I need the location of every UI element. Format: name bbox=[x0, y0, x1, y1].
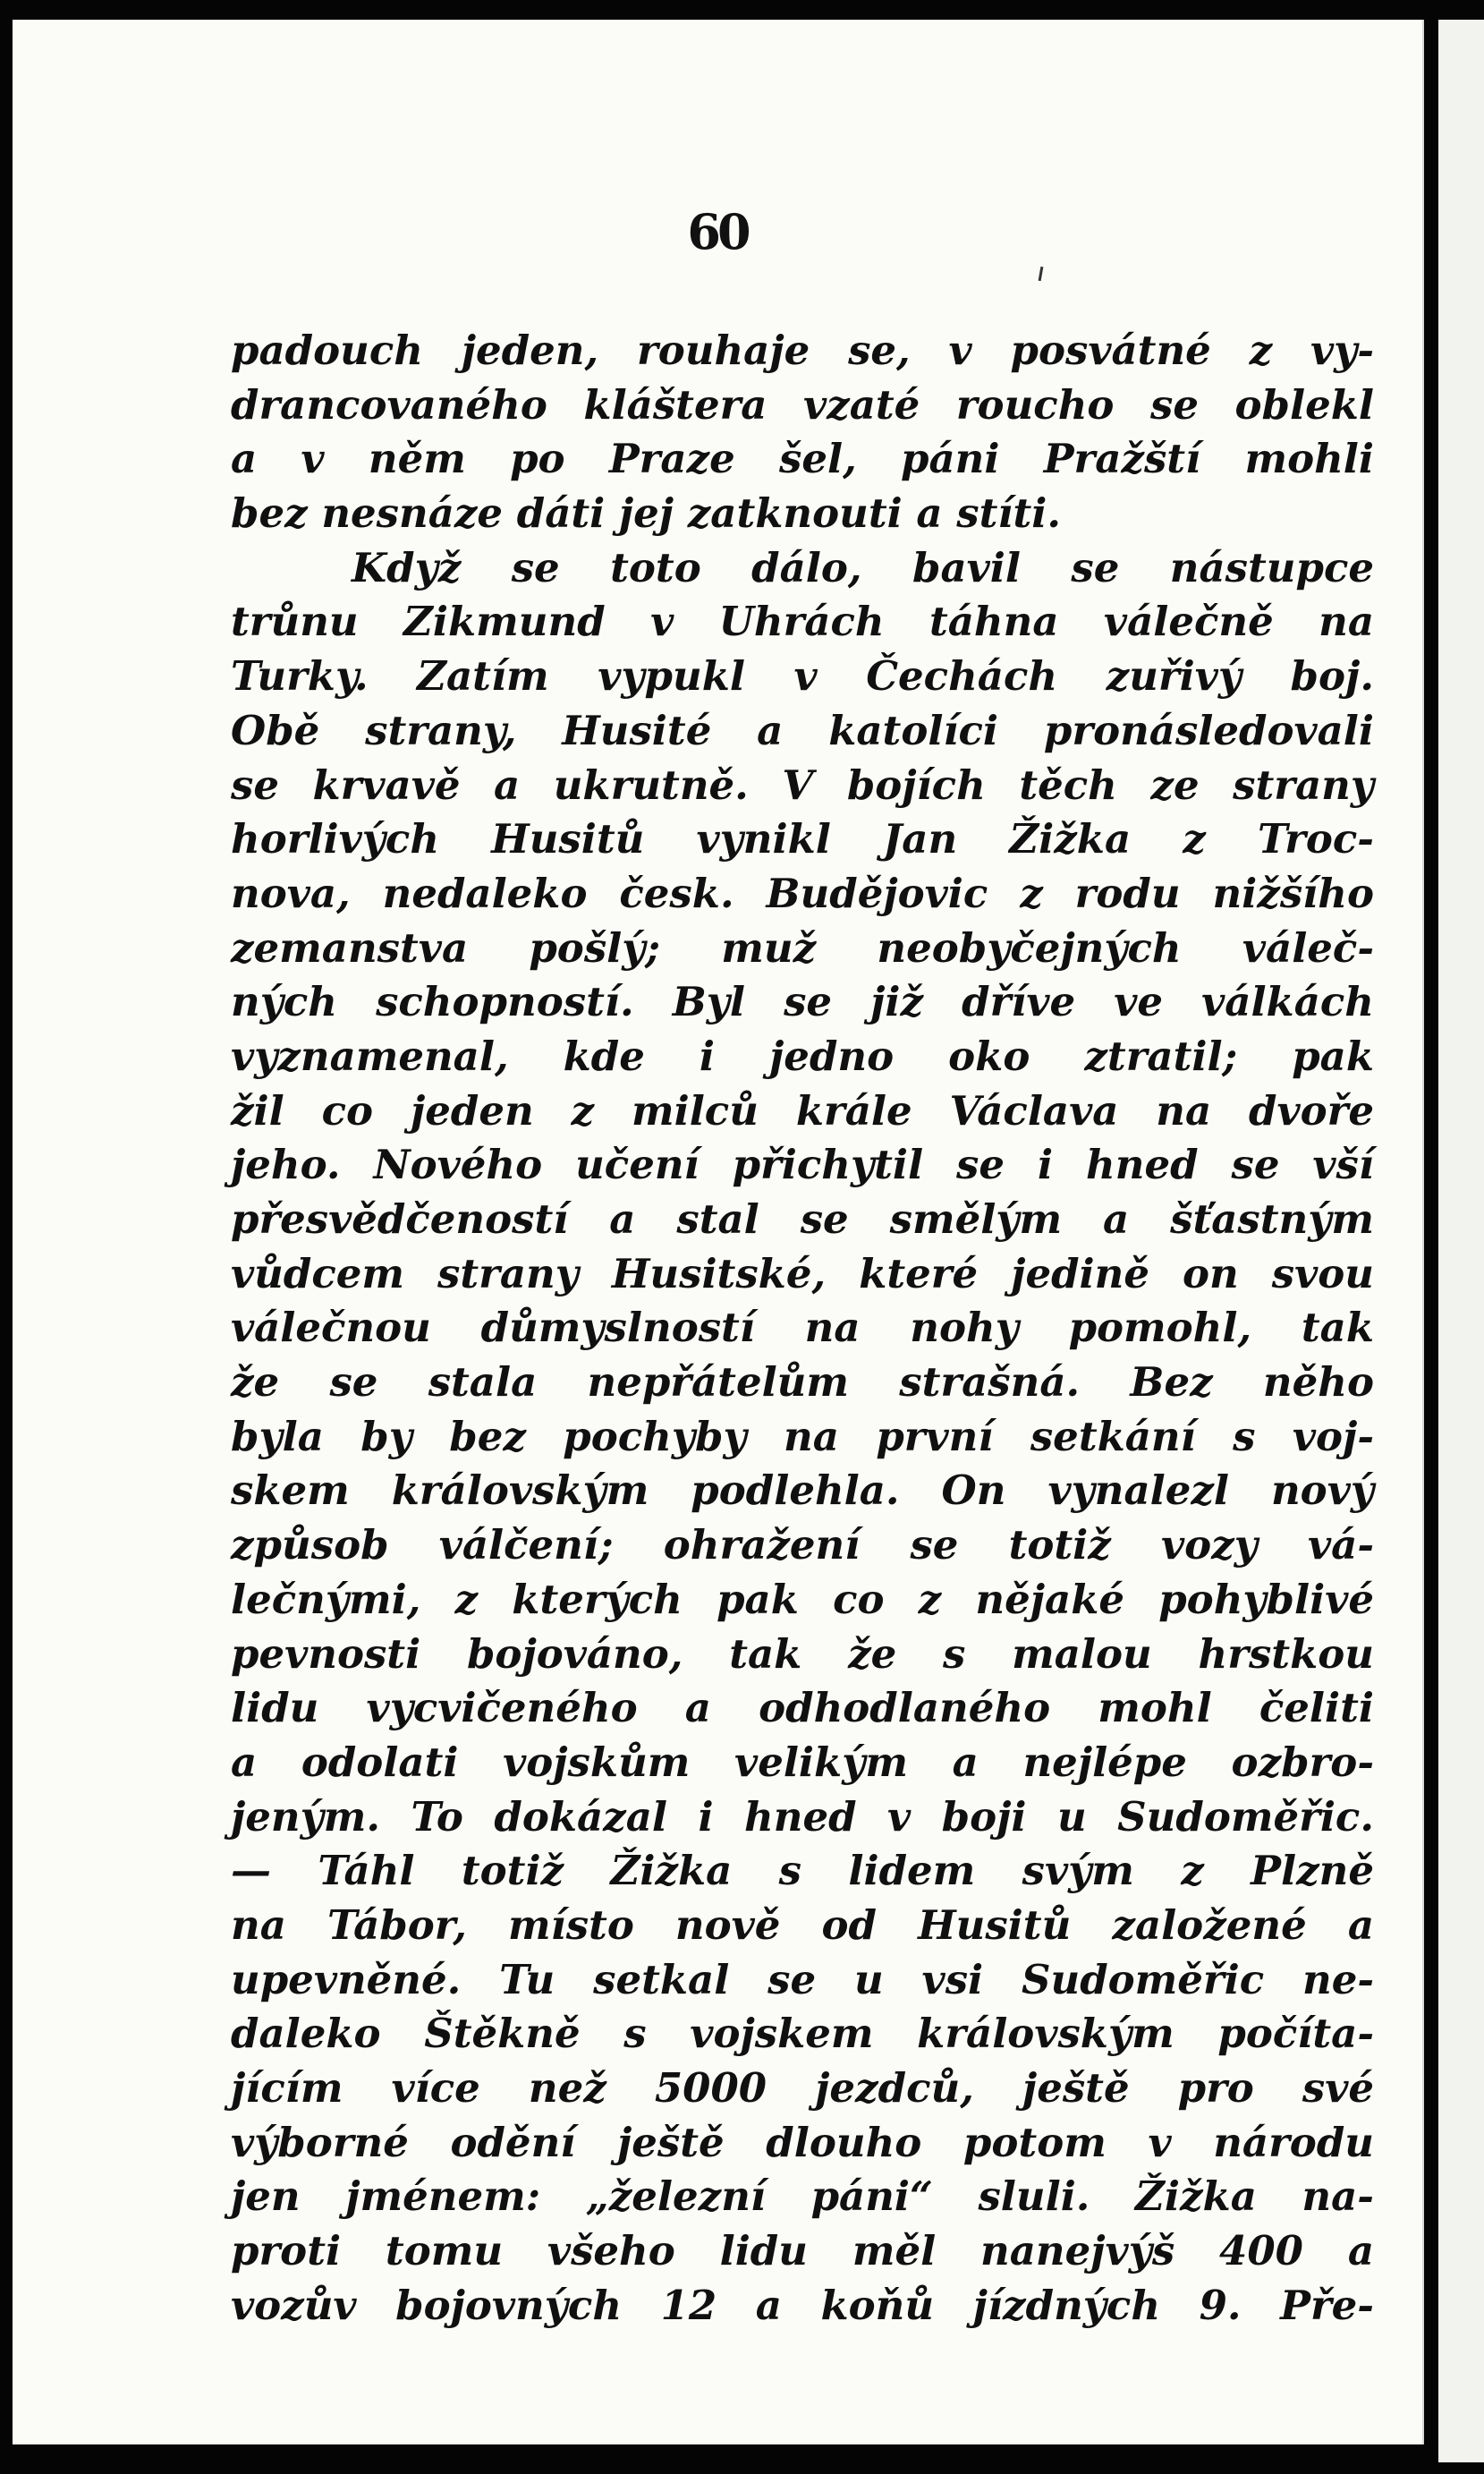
text-line: Turky. Zatím vypukl v Čechách zuřivý boj. bbox=[231, 652, 1374, 701]
text-line: žil co jeden z milců krále Václava na dvoře bbox=[231, 1086, 1374, 1135]
book-page bbox=[13, 20, 1424, 2444]
text-line: drancovaného kláštera vzaté roucho se oblekl bbox=[231, 380, 1374, 429]
text-line: pevnosti bojováno, tak že s malou hrstkou bbox=[231, 1629, 1374, 1678]
text-line: jeho. Nového učení přichytil se i hned se vší bbox=[231, 1141, 1374, 1189]
text-line: Když se toto dálo, bavil se nástupce bbox=[352, 543, 1374, 591]
text-line: upevněné. Tu setkal se u vsi Sudoměřic ne- bbox=[231, 1955, 1374, 2003]
page-number: 60 bbox=[687, 203, 748, 260]
text-line: zemanstva pošlý; muž neobyčejných váleč- bbox=[231, 923, 1374, 972]
text-line: skem královským podlehla. On vynalezl nový bbox=[231, 1467, 1374, 1515]
text-line: daleko Štěkně s vojskem královským počíta- bbox=[231, 2010, 1374, 2058]
text-line: jícím více než 5000 jezdců, ještě pro své bbox=[231, 2064, 1374, 2112]
ink-mark bbox=[1039, 267, 1044, 281]
text-line: Obě strany, Husité a katolíci pronásledovali bbox=[231, 706, 1374, 754]
text-line: padouch jeden, rouhaje se, v posvátné z vy- bbox=[231, 327, 1374, 374]
text-line: přesvědčeností a stal se smělým a šťastným bbox=[231, 1195, 1374, 1243]
text-line: horlivých Husitů vynikl Jan Žižka z Troc- bbox=[231, 815, 1374, 863]
text-line: vozův bojovných 12 a koňů jízdných 9. Pře- bbox=[231, 2281, 1374, 2329]
text-line: a odolati vojskům velikým a nejlépe ozbro- bbox=[231, 1738, 1374, 1786]
text-line: vyznamenal, kde i jedno oko ztratil; pak bbox=[231, 1032, 1374, 1080]
text-line: výborné odění ještě dlouho potom v národu bbox=[231, 2118, 1374, 2166]
text-line: trůnu Zikmund v Uhrách táhna válečně na bbox=[231, 598, 1374, 646]
adjacent-page-edge bbox=[1438, 20, 1484, 2462]
text-line: že se stala nepřátelům strašná. Bez něho bbox=[231, 1358, 1374, 1407]
text-line: nova, nedaleko česk. Budějovic z rodu nižšího bbox=[231, 869, 1374, 917]
text-line: válečnou důmyslností na nohy pomohl, tak bbox=[231, 1304, 1374, 1352]
text-line: se krvavě a ukrutně. V bojích těch ze strany bbox=[231, 761, 1374, 809]
text-line: — Táhl totiž Žižka s lidem svým z Plzně bbox=[231, 1847, 1374, 1895]
text-line: lečnými, z kterých pak co z nějaké pohyblivé bbox=[231, 1575, 1374, 1623]
text-line: jeným. To dokázal i hned v boji u Sudoměřic. bbox=[231, 1792, 1374, 1841]
text-line: bez nesnáze dáti jej zatknouti a stíti. bbox=[231, 489, 1062, 538]
text-line: a v něm po Praze šel, páni Pražští mohli bbox=[231, 435, 1374, 483]
text-line: proti tomu všeho lidu měl nanejvýš 400 a bbox=[231, 2227, 1374, 2275]
body-text bbox=[231, 324, 1374, 2346]
text-line: na Tábor, místo nově od Husitů založené a bbox=[231, 1900, 1374, 1949]
text-line: jen jménem: „železní páni“ sluli. Žižka na- bbox=[231, 2172, 1374, 2221]
text-line: vůdcem strany Husitské, které jedině on svou bbox=[231, 1249, 1374, 1297]
text-line: byla by bez pochyby na první setkání s voj- bbox=[231, 1412, 1374, 1460]
text-line: ných schopností. Byl se již dříve ve válkách bbox=[231, 978, 1374, 1026]
text-line: způsob válčení; ohražení se totiž vozy vá- bbox=[231, 1521, 1374, 1569]
text-line: lidu vycvičeného a odhodlaného mohl čeliti bbox=[231, 1684, 1374, 1732]
